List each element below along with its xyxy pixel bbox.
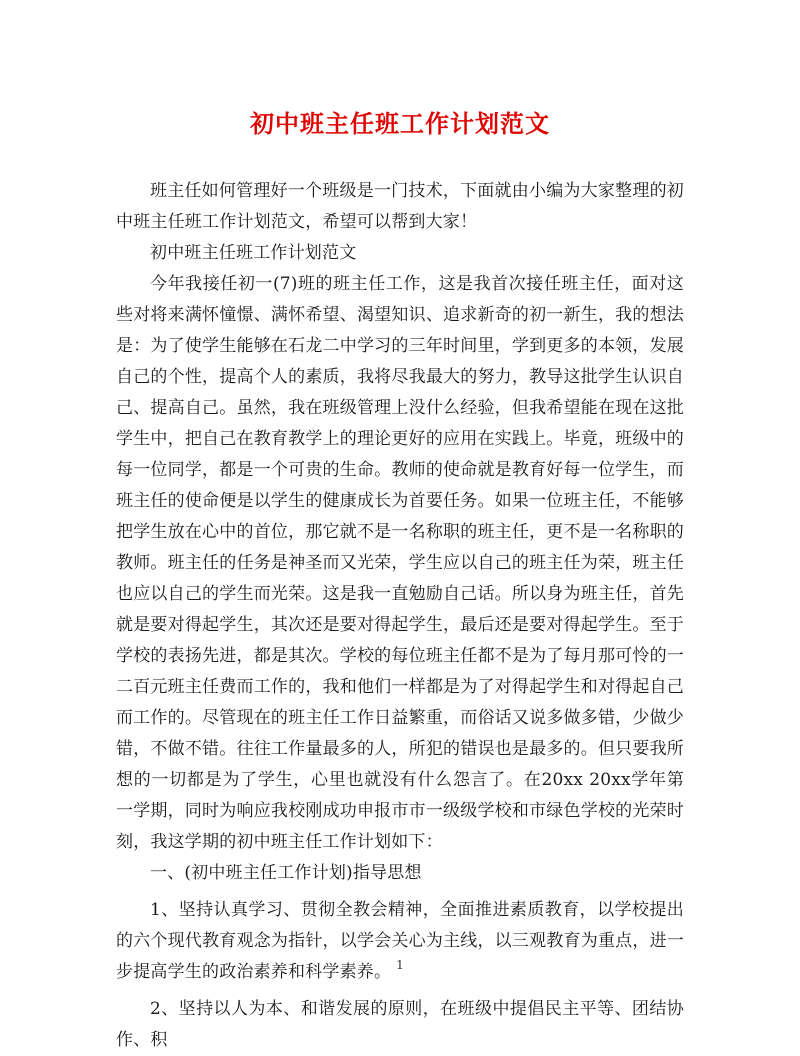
document-title: 初中班主任班工作计划范文 [250, 109, 550, 138]
document-body [116, 176, 684, 1056]
intro-paragraph: 班主任如何管理好一个班级是一门技术，下面就由小编为大家整理的初中班主任班工作计划范文，希望可以帮到大家！ [116, 181, 684, 232]
list-item-2: 2、坚持以人为本、和谐发展的原则，在班级中提倡民主平等、团结协作、积 [116, 999, 684, 1050]
body-paragraph: 今年我接任初一(7)班的班主任工作，这是我首次接任班主任，面对这些对将来满怀憧憬、满怀希望、渴望知识、追求新奇的初一新生，我的想法是：为了使学生能够在石龙二中学习的三年时间里，学到更多的本领，发展自己的个性，提高个人的素质，我将尽我最大的努力，教导这批学生认识自己、提高自己。虽然，我在班级管理上没什么经验，但我希望能在现在这批学生中，把自己在教育教学上的理论更好的应用在实践上。毕竟，班级中的每一位同学，都是一个可贵的生命。教师的使命就是教育好每一位学生，而班主任的使命便是以学生的健康成长为首要任务。如果一位班主任，不能够把学生放在心中的首位，那它就不是一名称职的班主任，更不是一名称职的教师。班主任的任务是神圣而又光荣，学生应以自己的班主任为荣，班主任也应以自己的学生而光荣。这是我一直勉励自己话。所以身为班主任，首先就是要对得起学生，其次还是要对得起学生，最后还是要对得起学生。至于学校的表扬先进，都是其次。学校的每位班主任都不是为了每月那可怜的一二百元班主任费而工作的，我和他们一样都是为了对得起学生和对得起自己而工作的。尽管现在的班主任工作日益繁重，而俗话又说多做多错，少做少错，不做不错。往往工作量最多的人，所犯的错误也是最多的。但只要我所想的一切都是为了学生，心里也就没有什么怨言了。在20xx 20xx学年第一学期，同时为响应我校刚成功申报市市一级级学校和市绿色学校的光荣时刻，我这学期的初中班主任工作计划如下： [116, 274, 684, 852]
page-number: 1 [396, 958, 404, 972]
guiding-ideas-heading: 一、(初中班主任工作计划)指导思想 [150, 863, 422, 883]
section-heading: 初中班主任班工作计划范文 [150, 243, 357, 263]
list-item-1: 1、坚持认真学习、贯彻全教会精神，全面推进素质教育，以学校提出的六个现代教育观念为指针，以学会关心为主线，以三观教育为重点，进一步提高学生的政治素养和科学素养。 [116, 900, 684, 982]
